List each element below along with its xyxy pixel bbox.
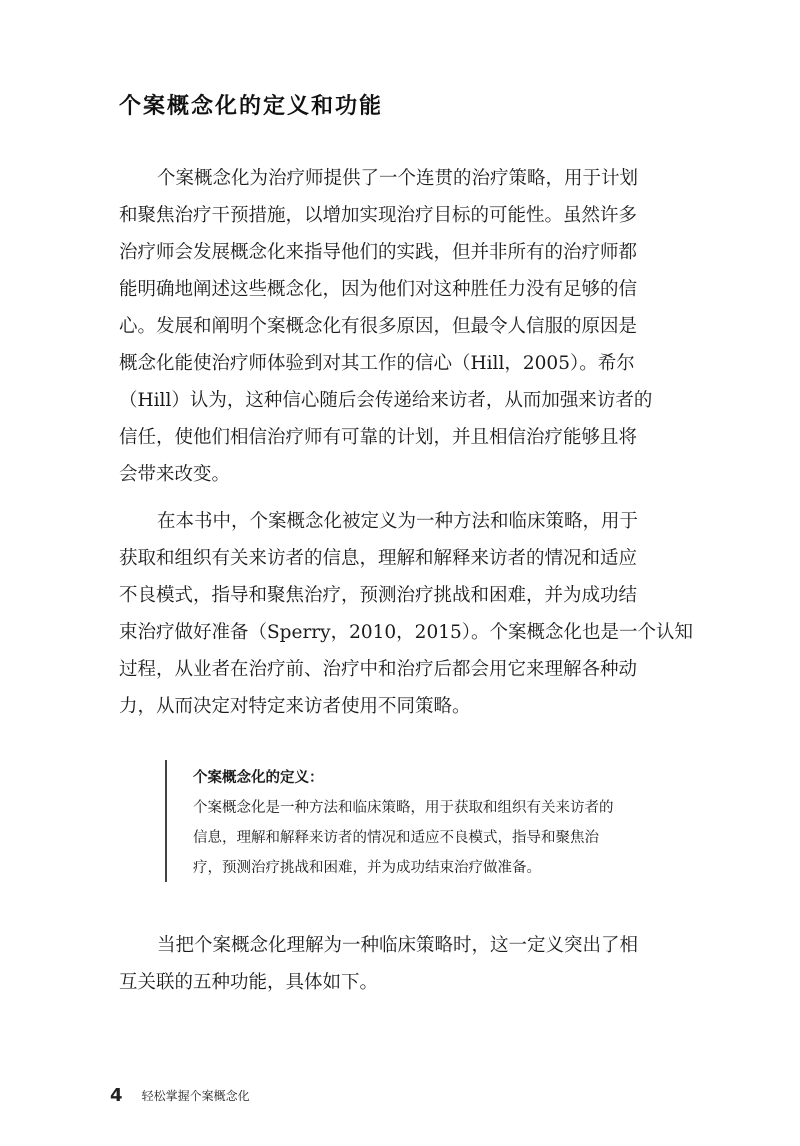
paragraph-line: 概念化能使治疗师体验到对其工作的信心（Hill，2005）。希尔 — [119, 353, 635, 374]
callout-line: 疗，预测治疗挑战和困难，并为成功结束治疗做准备。 — [193, 860, 541, 876]
paragraph-line: 心。发展和阐明个案概念化有很多原因，但最令人信服的原因是 — [119, 316, 638, 337]
paragraph-line: 治疗师会发展概念化来指导他们的实践，但并非所有的治疗师都 — [119, 242, 638, 263]
paragraph-line: 互关联的五种功能，具体如下。 — [119, 972, 379, 993]
page-number: 4 — [110, 1085, 123, 1106]
callout-line: 个案概念化是一种方法和临床策略，用于获取和组织有关来访者的 — [193, 800, 614, 816]
paragraph-line: 能明确地阐述这些概念化，因为他们对这种胜任力没有足够的信 — [119, 279, 638, 300]
paragraph-line: 获取和组织有关来访者的信息，理解和解释来访者的情况和适应 — [119, 548, 638, 569]
paragraph-line: 当把个案概念化理解为一种临床策略时，这一定义突出了相 — [157, 935, 639, 956]
paragraph-line: 过程，从业者在治疗前、治疗中和治疗后都会用它来理解各种动 — [119, 659, 638, 680]
paragraph-line: 在本书中，个案概念化被定义为一种方法和临床策略，用于 — [157, 511, 639, 532]
paragraph-line: 信任，使他们相信治疗师有可靠的计划，并且相信治疗能够且将 — [119, 427, 638, 448]
callout-line: 信息，理解和解释来访者的情况和适应不良模式，指导和聚焦治 — [193, 830, 599, 846]
definition-callout — [165, 760, 687, 882]
paragraph-line: 束治疗做好准备（Sperry，2010，2015）。个案概念化也是一个认知 — [119, 622, 694, 643]
paragraph-line: 和聚焦治疗干预措施，以增加实现治疗目标的可能性。虽然许多 — [119, 205, 638, 226]
page-title: 个案概念化的定义和功能 — [119, 94, 384, 119]
paragraph-line: 不良模式，指导和聚焦治疗，预测治疗挑战和困难，并为成功结 — [119, 585, 638, 606]
paragraph-line: 会带来改变。 — [119, 464, 231, 485]
callout-title: 个案概念化的定义： — [193, 770, 324, 786]
paragraph-line: （Hill）认为，这种信心随后会传递给来访者，从而加强来访者的 — [119, 390, 653, 411]
paragraph-line: 个案概念化为治疗师提供了一个连贯的治疗策略，用于计划 — [157, 168, 639, 189]
book-title: 轻松掌握个案概念化 — [141, 1089, 250, 1103]
paragraph-line: 力，从而决定对特定来访者使用不同策略。 — [119, 696, 471, 717]
page-footer — [110, 1085, 250, 1106]
